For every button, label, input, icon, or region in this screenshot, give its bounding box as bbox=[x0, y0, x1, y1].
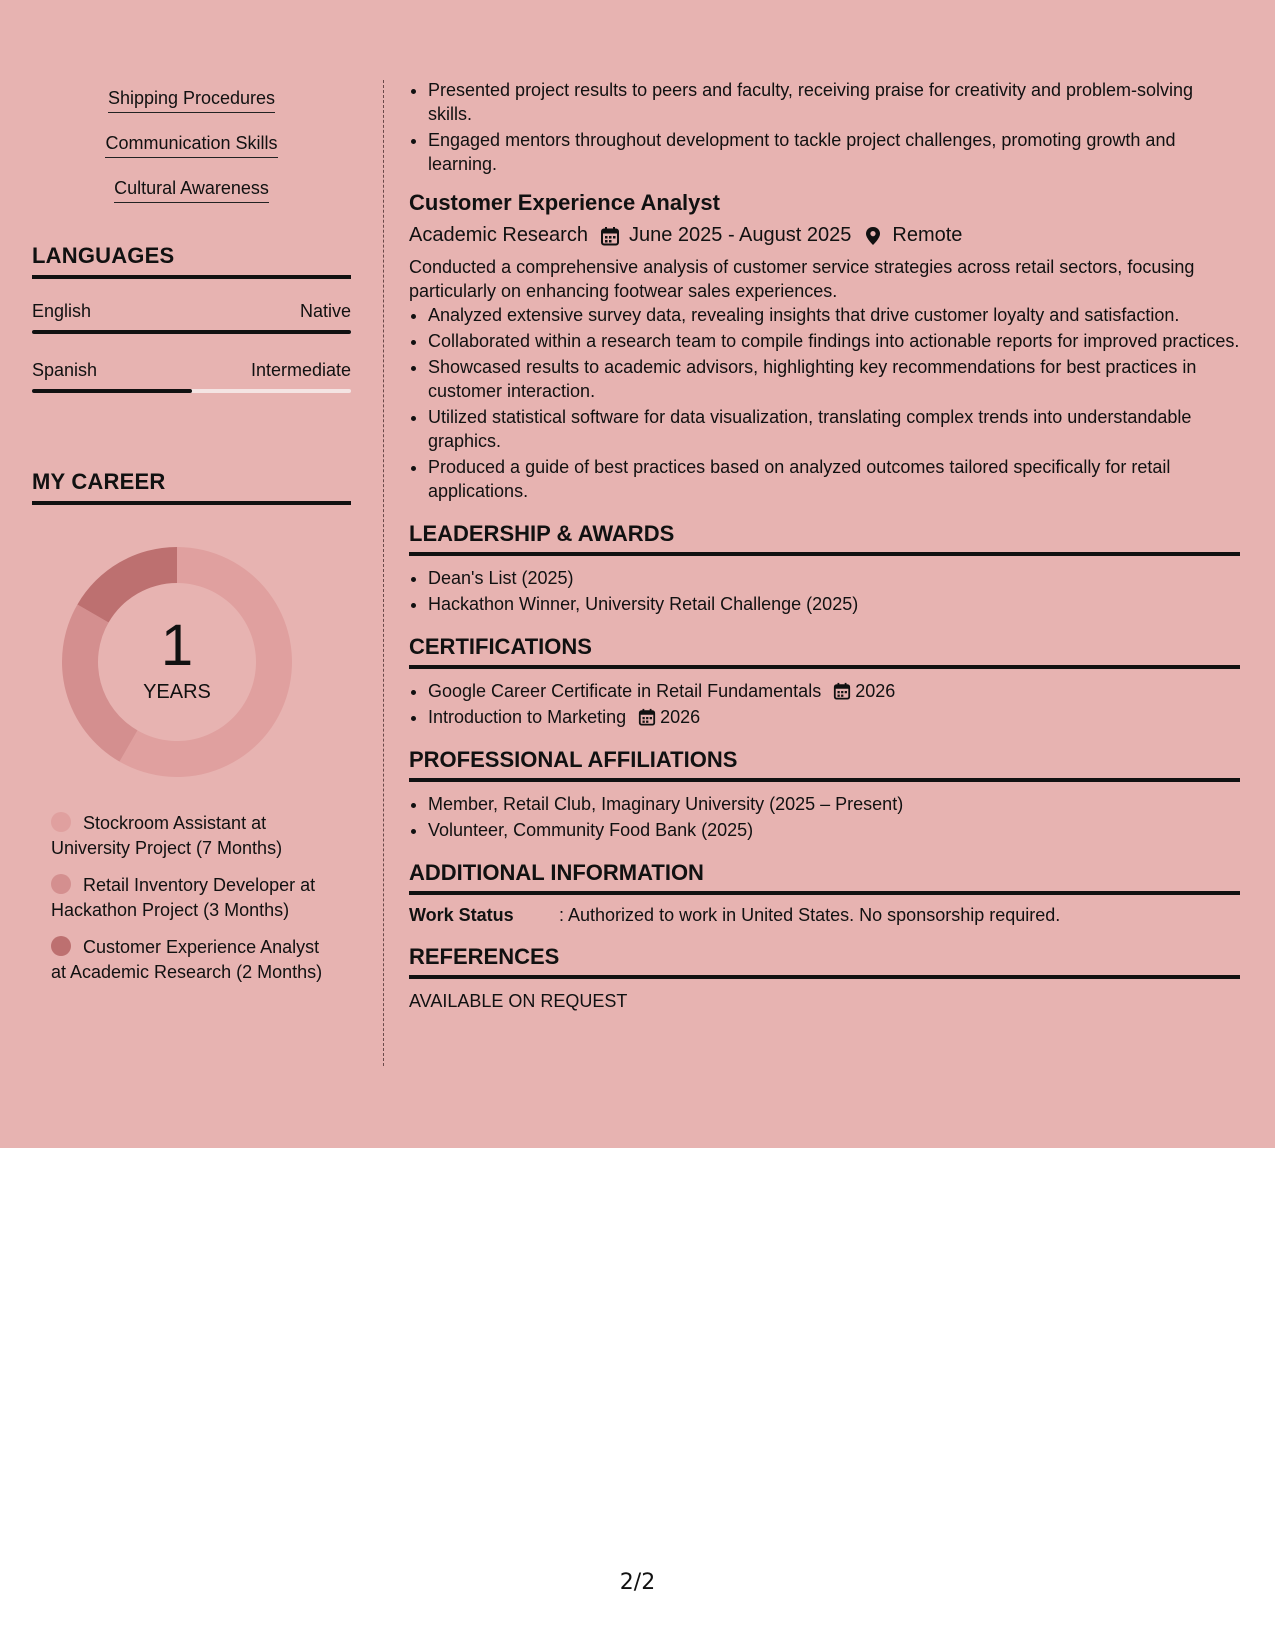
skill-label: Shipping Procedures bbox=[108, 88, 275, 113]
career-legend bbox=[32, 811, 351, 985]
language-level: Native bbox=[299, 301, 351, 321]
languages-heading: LANGUAGES bbox=[32, 243, 351, 279]
bullet-item: • Presented project results to peers and faculty, receiving praise for creativity and problem-solving skills. bbox=[428, 78, 1240, 126]
column-divider bbox=[383, 80, 384, 1066]
experience-bullets bbox=[409, 78, 1240, 176]
career-donut-chart bbox=[62, 547, 292, 777]
bullet-item: • Engaged mentors throughout development to tackle project challenges, promoting growth and learning. bbox=[428, 128, 1240, 176]
award-item: • Dean's List (2025) bbox=[428, 566, 1240, 590]
work-status-value: : Authorized to work in United States. No sponsorship required. bbox=[559, 905, 1061, 925]
certification-name: Google Career Certificate in Retail Fundamentals bbox=[428, 681, 822, 701]
certification-item bbox=[428, 679, 1240, 703]
legend-dot bbox=[51, 812, 71, 832]
language-name: English bbox=[32, 301, 92, 321]
language-item bbox=[32, 360, 351, 393]
career-donut-center bbox=[62, 547, 292, 777]
legend-dot bbox=[51, 874, 71, 894]
career-heading: MY CAREER bbox=[32, 469, 351, 505]
certifications-list bbox=[409, 679, 1240, 729]
job-location: Remote bbox=[892, 224, 963, 246]
job-dates: June 2025 - August 2025 bbox=[628, 224, 852, 246]
page-number: 2/2 bbox=[619, 1570, 656, 1595]
language-name: Spanish bbox=[32, 360, 98, 380]
skill-item bbox=[32, 125, 351, 170]
language-proficiency-bar bbox=[32, 330, 351, 334]
career-legend-label: Customer Experience Analyst at Academic Research (2 Months) bbox=[51, 937, 323, 982]
affiliation-item: • Member, Retail Club, Imaginary University (2025 – Present) bbox=[428, 792, 1240, 816]
language-proficiency-fill bbox=[32, 330, 351, 334]
location-pin-icon bbox=[863, 226, 883, 246]
bullet-item: • Showcased results to academic advisors, highlighting key recommendations for best practices in customer interaction. bbox=[428, 355, 1240, 403]
affiliation-item: • Volunteer, Community Food Bank (2025) bbox=[428, 818, 1240, 842]
references-heading: REFERENCES bbox=[409, 944, 1240, 979]
language-proficiency-fill bbox=[32, 389, 192, 393]
calendar-icon bbox=[833, 682, 851, 700]
career-legend-label: Stockroom Assistant at University Project (7 Months) bbox=[51, 813, 283, 858]
left-column bbox=[32, 80, 351, 997]
award-item: • Hackathon Winner, University Retail Challenge (2025) bbox=[428, 592, 1240, 616]
skill-label: Cultural Awareness bbox=[114, 178, 269, 203]
career-legend-label: Retail Inventory Developer at Hackathon Project (3 Months) bbox=[51, 875, 316, 920]
job-title: Customer Experience Analyst bbox=[409, 190, 720, 215]
certification-year: 2026 bbox=[855, 681, 896, 701]
calendar-icon bbox=[638, 708, 656, 726]
certification-name: Introduction to Marketing bbox=[428, 707, 627, 727]
certification-year: 2026 bbox=[660, 707, 701, 727]
bullet-item: • Collaborated within a research team to compile findings into actionable reports for improved practices. bbox=[428, 329, 1240, 353]
career-legend-item bbox=[51, 811, 351, 861]
legend-dot bbox=[51, 936, 71, 956]
career-legend-item bbox=[51, 935, 351, 985]
skill-item bbox=[32, 170, 351, 215]
language-proficiency-bar bbox=[32, 389, 351, 393]
work-status-label: Work Status bbox=[409, 905, 514, 925]
language-level: Intermediate bbox=[250, 360, 351, 380]
affiliations-heading: PROFESSIONAL AFFILIATIONS bbox=[409, 747, 1240, 782]
job-organization: Academic Research bbox=[409, 224, 588, 246]
bullet-item: • Utilized statistical software for data visualization, translating complex trends into understandable graphics. bbox=[428, 405, 1240, 453]
calendar-icon bbox=[600, 226, 620, 246]
job-meta bbox=[409, 224, 1240, 247]
work-status-row bbox=[409, 905, 1240, 926]
affiliations-list bbox=[409, 792, 1240, 842]
bullet-item: • Analyzed extensive survey data, revealing insights that drive customer loyalty and satisfaction. bbox=[428, 303, 1240, 327]
career-legend-item bbox=[51, 873, 351, 923]
language-item bbox=[32, 301, 351, 334]
skill-label: Communication Skills bbox=[105, 133, 277, 158]
leadership-heading: LEADERSHIP & AWARDS bbox=[409, 521, 1240, 556]
bullet-item: • Produced a guide of best practices based on analyzed outcomes tailored specifically for retail applications. bbox=[428, 455, 1240, 503]
skill-item bbox=[32, 80, 351, 125]
job-bullets bbox=[409, 303, 1240, 503]
certification-item bbox=[428, 705, 1240, 729]
certifications-heading: CERTIFICATIONS bbox=[409, 634, 1240, 669]
career-total-value: 1 bbox=[160, 613, 194, 678]
job-description: Conducted a comprehensive analysis of customer service strategies across retail sectors, focusing particularly on enhancing footwear sales experiences. bbox=[409, 257, 1195, 301]
right-column bbox=[409, 78, 1240, 1012]
additional-info-heading: ADDITIONAL INFORMATION bbox=[409, 860, 1240, 895]
references-text: AVAILABLE ON REQUEST bbox=[409, 991, 628, 1011]
leadership-list bbox=[409, 566, 1240, 616]
career-total-unit: YEARS bbox=[143, 681, 211, 703]
